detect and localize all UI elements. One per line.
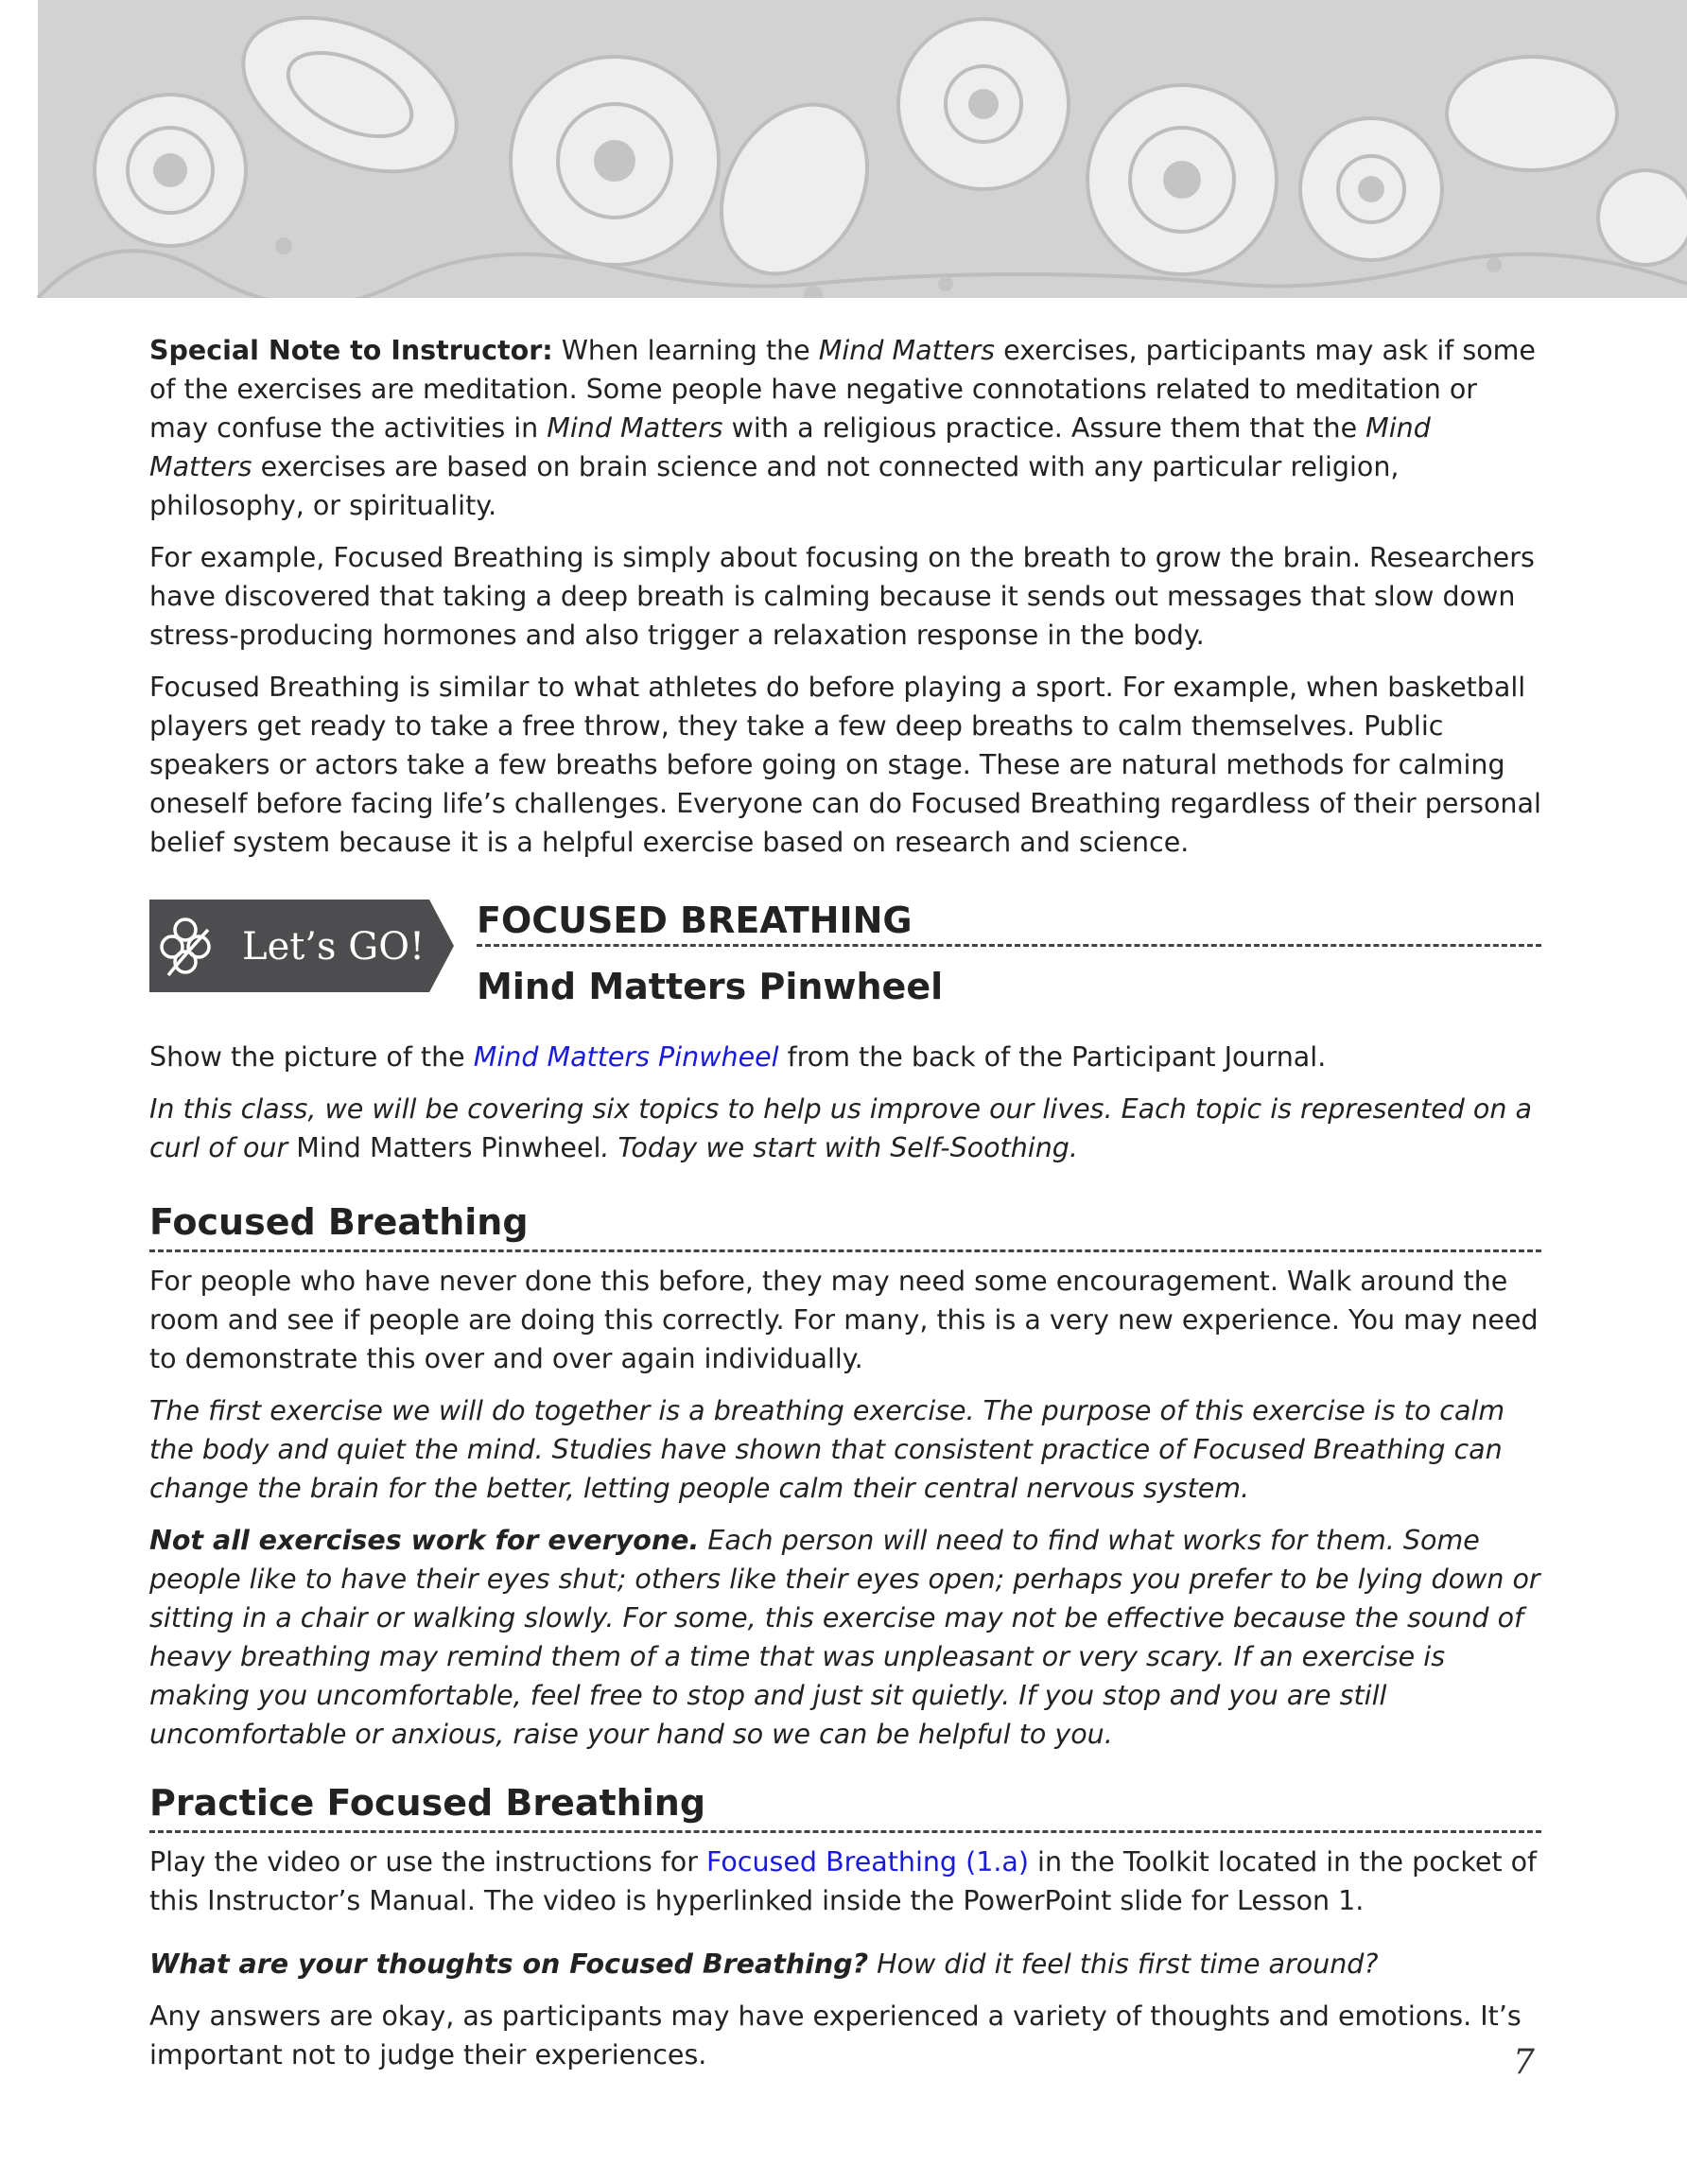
emphasis-text: Not all exercises work for everyone. xyxy=(149,1525,700,1556)
focused-paragraph-3 xyxy=(149,1521,1541,1754)
lets-go-section xyxy=(149,900,1541,1030)
special-note-label: Special Note to Instructor: xyxy=(149,335,553,366)
lets-go-heading-row xyxy=(477,900,1541,956)
question-text: How did it feel this first time around? xyxy=(868,1948,1379,1980)
section-subtitle: Mind Matters Pinwheel xyxy=(477,966,944,1007)
dashed-divider xyxy=(477,944,1541,947)
practice-paragraph-3: Any answers are okay, as participants may have experienced a variety of thoughts and emotions. It’s important not to judge their experiences. xyxy=(149,2001,1522,2070)
dashed-divider xyxy=(149,1249,1541,1252)
script-text: In this class, we will be covering six topics to help us improve our lives. Each topic is represented on a curl of our xyxy=(149,1093,1532,1163)
lets-go-label: Let’s GO! xyxy=(242,925,426,969)
script-text: Each person will need to find what works for them. Some people like to have their eyes shut; others like their eyes open; perhaps you prefer to be lying down or sitting in a chair or walking slowly. For some, this exercise may not be effective because the sound of heavy breathing may remind them of a time that was unpleasant or very scary. If an exercise is making you uncomfortable, feel free to stop and just sit quietly. If you stop and you are still uncomfortable or anxious, raise your hand so we can be helpful to you. xyxy=(149,1525,1540,1750)
heading-focused-breathing: Focused Breathing xyxy=(149,1201,540,1243)
script-text: . Today we start with Self-Soothing. xyxy=(600,1132,1078,1163)
practice-text: Play the video or use the instructions for xyxy=(149,1846,706,1878)
dashed-divider xyxy=(149,1830,1541,1833)
note-paragraph-2: For example, Focused Breathing is simply about focusing on the breath to grow the brain. Researchers have discovered that taking a deep breath is calming because it sends out messages that slow down stress-producing hormones and also trigger a relaxation response in the body. xyxy=(149,542,1535,651)
note-text: exercises are based on brain science and not connected with any particular religion, philosophy, or spirituality. xyxy=(149,451,1400,521)
note-emphasis: Mind Matters xyxy=(547,412,723,444)
pinwheel-text: from the back of the Participant Journal. xyxy=(778,1041,1327,1073)
note-emphasis: Mind Matters xyxy=(818,335,996,366)
note-text: When learning the xyxy=(552,335,819,366)
pinwheel-script xyxy=(149,1090,1541,1167)
note-paragraph-3: Focused Breathing is similar to what athletes do before playing a sport. For example, when basketball players get ready to take a free throw, they take a few deep breaths to calm themselves. Public speakers or actors take a few breaths before going on stage. These are natural methods for calming oneself before facing life’s challenges. Everyone can do Focused Breathing regardless of their personal belief system because it is a helpful exercise based on research and science. xyxy=(149,672,1541,858)
script-text: Mind Matters Pinwheel xyxy=(296,1132,601,1163)
page-number: 7 xyxy=(1513,2043,1535,2082)
focused-paragraph-2 xyxy=(149,1391,1541,1508)
section-title-focused-breathing: FOCUSED BREATHING xyxy=(477,900,924,941)
floral-pattern-icon xyxy=(0,0,1687,312)
focused-paragraph-1: For people who have never done this before, they may need some encouragement. Walk around the room and see if people are doing this correctly. For many, this is a very new experience. You may need to demonstrate this over and over again individually. xyxy=(149,1266,1539,1374)
lets-go-badge xyxy=(149,900,454,992)
main-content xyxy=(149,331,1541,2088)
special-note-paragraph xyxy=(149,331,1541,525)
script-text: The first exercise we will do together is a breathing exercise. The purpose of this exercise is to calm the body and quiet the mind. Studies have shown that consistent practice of Focused Breathing can change the brain for the better, letting people calm their central nervous system. xyxy=(149,1395,1505,1504)
heading-practice-focused-breathing: Practice Focused Breathing xyxy=(149,1782,717,1824)
practice-heading-row xyxy=(149,1782,1541,1843)
pinwheel-instruction xyxy=(149,1038,1541,1076)
note-text: with a religious practice. Assure them that the xyxy=(722,412,1366,444)
note-text: exercises, participants may ask if some of the exercises are meditation. Some people have negative connotations related to meditation or may confuse the activities in xyxy=(149,335,1536,444)
floral-banner xyxy=(0,0,1687,312)
note-emphasis: Mind Matters xyxy=(149,412,1431,482)
question-emphasis: What are your thoughts on Focused Breathing? xyxy=(149,1948,869,1980)
focused-breathing-link[interactable]: Focused Breathing (1.a) xyxy=(705,1846,1029,1878)
pinwheel-text: Show the picture of the xyxy=(149,1041,474,1073)
practice-paragraph-1 xyxy=(149,1843,1541,1920)
pinwheel-link[interactable]: Mind Matters Pinwheel xyxy=(473,1041,779,1073)
practice-question xyxy=(149,1945,1541,1983)
practice-text: in the Toolkit located in the pocket of this Instructor’s Manual. The video is hyperlinked inside the PowerPoint slide for Lesson 1. xyxy=(149,1846,1538,1916)
focused-breathing-heading-row xyxy=(149,1201,1541,1262)
